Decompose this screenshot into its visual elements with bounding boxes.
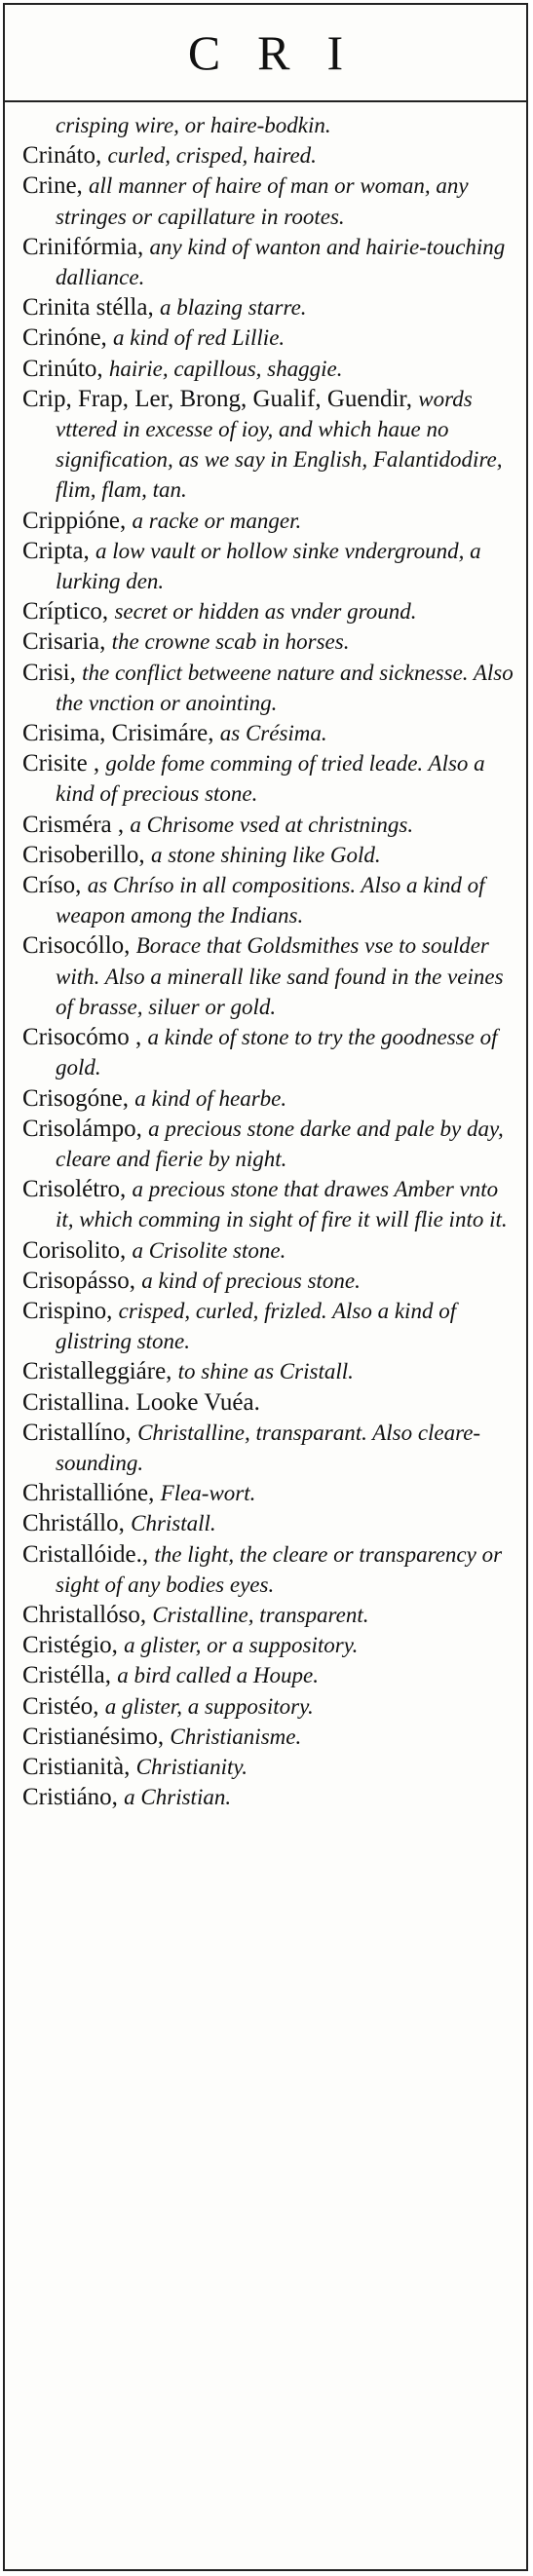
list-item xyxy=(22,1296,514,1356)
list-item xyxy=(22,536,514,596)
entry-headword: Crinita stélla, xyxy=(22,294,154,322)
entry-definition: a Chrisome vsed at christnings. xyxy=(130,812,414,837)
entry-definition: Christall. xyxy=(131,1511,216,1536)
entry-definition: a precious stone darke and pale by day, cleare and fierie by night. xyxy=(56,1116,504,1171)
entry-definition: crisped, curled, frizled. Also a kind of glistring stone. xyxy=(56,1298,457,1354)
entry-headword: Crisima, Crisimáre, xyxy=(22,720,214,747)
entry-definition: a racke or manger. xyxy=(132,508,302,533)
entry-headword: Crisite , xyxy=(22,750,100,777)
entry-headword: Crip, Frap, Ler, Brong, Gualif, Guendir, xyxy=(22,385,412,412)
list-item xyxy=(22,384,514,506)
entry-definition: a kind of precious stone. xyxy=(141,1268,361,1293)
list-item xyxy=(22,1630,514,1660)
entry-definition: a bird called a Houpe. xyxy=(117,1663,319,1688)
entry-headword: Cristallina. xyxy=(22,1388,131,1416)
list-item xyxy=(22,1083,514,1114)
entry-definition: Looke Vuéa. xyxy=(135,1388,260,1416)
list-item xyxy=(22,1174,514,1234)
list-item xyxy=(22,658,514,718)
entry-definition: a Crisolite stone. xyxy=(132,1237,286,1263)
entry-definition: a kind of red Lillie. xyxy=(113,325,286,351)
list-item xyxy=(22,870,514,930)
list-item xyxy=(22,1539,514,1600)
entry-headword: Crippióne, xyxy=(22,507,127,534)
list-item xyxy=(22,1722,514,1752)
entry-definition: a stone shining like Gold. xyxy=(150,842,381,867)
entry-headword: Cripta, xyxy=(22,537,90,564)
dictionary-entries xyxy=(22,110,514,1812)
entry-definition: a low vault or hollow sinke vnderground, a lurking den. xyxy=(56,538,481,594)
entry-headword: Cristalleggiáre, xyxy=(22,1358,172,1385)
entry-definition: Flea-wort. xyxy=(160,1481,256,1506)
entry-definition: all manner of haire of man or woman, any stringes or capillature in rootes. xyxy=(56,173,469,229)
entry-definition: Christianisme. xyxy=(170,1724,302,1749)
list-item xyxy=(22,1478,514,1508)
entry-headword: Crisolétro, xyxy=(22,1176,127,1203)
entry-definition: crisping wire, or haire-bodkin. xyxy=(56,113,331,137)
entry-headword: Cristégio, xyxy=(22,1632,118,1659)
entry-headword: Crisi, xyxy=(22,659,76,686)
entry-definition: any kind of wanton and hairie-touching dalliance. xyxy=(56,234,506,290)
list-item xyxy=(22,626,514,657)
entry-headword: Crinóne, xyxy=(22,324,107,352)
entry-headword: Crisméra , xyxy=(22,811,125,838)
entry-definition: Cristalline, transparent. xyxy=(152,1602,369,1627)
entry-headword: Críptico, xyxy=(22,598,109,625)
entry-headword: Crisolámpo, xyxy=(22,1115,142,1142)
entry-headword: Cristianésimo, xyxy=(22,1723,165,1750)
list-item xyxy=(22,718,514,748)
list-item xyxy=(22,1022,514,1082)
list-item xyxy=(22,140,514,170)
entry-definition: Borace that Goldsmithes vse to soulder with. Also a minerall like sand found in the veines of brasse, siluer or gold. xyxy=(56,933,504,1019)
entry-definition: the conflict betweene nature and sicknesse. Also the vnction or anointing. xyxy=(56,660,514,715)
list-item xyxy=(22,1660,514,1690)
entry-headword: Crinúto, xyxy=(22,355,103,382)
entry-headword: Crináto, xyxy=(22,142,102,170)
entry-headword: Crisopásso, xyxy=(22,1267,135,1294)
entry-definition: a precious stone that drawes Amber vnto it, which comming in sight of fire it will flie into it. xyxy=(56,1177,508,1232)
entry-definition: a blazing starre. xyxy=(159,295,307,321)
list-item xyxy=(22,1356,514,1386)
entry-definition: Christalline, transparant. Also cleare-sounding. xyxy=(56,1420,481,1475)
list-item xyxy=(22,110,514,140)
list-item xyxy=(22,1114,514,1174)
entry-definition: as Chríso in all compositions. Also a kind of weapon among the Indians. xyxy=(56,873,485,928)
list-item xyxy=(22,170,514,231)
list-item xyxy=(22,810,514,840)
entry-definition: words vttered in excesse of ioy, and which haue no signification, as we say in English, Falantidodire, flim, flam, tan. xyxy=(56,386,503,503)
list-item xyxy=(22,596,514,626)
list-item xyxy=(22,1387,514,1418)
list-item xyxy=(22,1508,514,1538)
list-item xyxy=(22,1691,514,1722)
entry-definition: to shine as Cristall. xyxy=(177,1359,354,1384)
list-item xyxy=(22,1266,514,1296)
entry-definition: secret or hidden as vnder ground. xyxy=(114,599,417,625)
list-item xyxy=(22,1235,514,1266)
list-item xyxy=(22,354,514,384)
entry-definition: Christianity. xyxy=(135,1754,248,1779)
entry-headword: Cristéo, xyxy=(22,1692,99,1720)
entry-definition: the crowne scab in horses. xyxy=(111,629,350,655)
list-item xyxy=(22,1418,514,1478)
entry-headword: Crisocómo , xyxy=(22,1024,142,1051)
entry-headword: Cristianità, xyxy=(22,1753,131,1780)
list-item xyxy=(22,1752,514,1782)
entry-headword: Crisocóllo, xyxy=(22,932,131,960)
page-header xyxy=(5,5,526,102)
entry-definition: as Crésima. xyxy=(219,721,327,746)
entry-definition: the light, the cleare or transparency or sight of any bodies eyes. xyxy=(56,1541,503,1597)
entry-headword: Christallóso, xyxy=(22,1601,147,1628)
list-item xyxy=(22,506,514,536)
entry-definition: a Christian. xyxy=(124,1785,232,1810)
entry-headword: Corisolito, xyxy=(22,1236,127,1264)
entry-definition: a glister, a suppository. xyxy=(104,1693,314,1719)
entry-headword: Cristallóide., xyxy=(22,1540,149,1568)
list-item xyxy=(22,322,514,353)
entry-definition: a kinde of stone to try the goodnesse of gold. xyxy=(56,1025,498,1080)
entry-headword: Críso, xyxy=(22,872,82,899)
list-item xyxy=(22,1782,514,1812)
entry-definition: golde fome comming of tried leade. Also a kind of precious stone. xyxy=(56,751,485,807)
entry-headword: Christallióne, xyxy=(22,1480,155,1507)
list-item xyxy=(22,748,514,809)
entry-definition: curled, crisped, haired. xyxy=(107,143,317,169)
list-item xyxy=(22,232,514,292)
running-head: CRI xyxy=(187,25,381,80)
entry-definition: a kind of hearbe. xyxy=(134,1085,287,1111)
list-item xyxy=(22,840,514,870)
list-item xyxy=(22,930,514,1022)
entry-headword: Crisaria, xyxy=(22,628,106,656)
entry-headword: Crisogóne, xyxy=(22,1084,130,1112)
entry-headword: Crispino, xyxy=(22,1297,113,1324)
entry-headword: Cristallíno, xyxy=(22,1419,132,1446)
entry-definition: a glister, or a suppository. xyxy=(124,1633,359,1658)
entry-headword: Crine, xyxy=(22,172,83,200)
list-item xyxy=(22,1600,514,1630)
entry-headword: Cristiáno, xyxy=(22,1784,118,1811)
list-item xyxy=(22,292,514,322)
page-frame xyxy=(3,3,528,2571)
entry-definition: hairie, capillous, shaggie. xyxy=(108,356,343,381)
entry-headword: Crinifórmia, xyxy=(22,233,144,260)
entry-headword: Crisoberillo, xyxy=(22,841,145,868)
entry-headword: Christállo, xyxy=(22,1510,125,1537)
entry-headword: Cristélla, xyxy=(22,1662,111,1689)
